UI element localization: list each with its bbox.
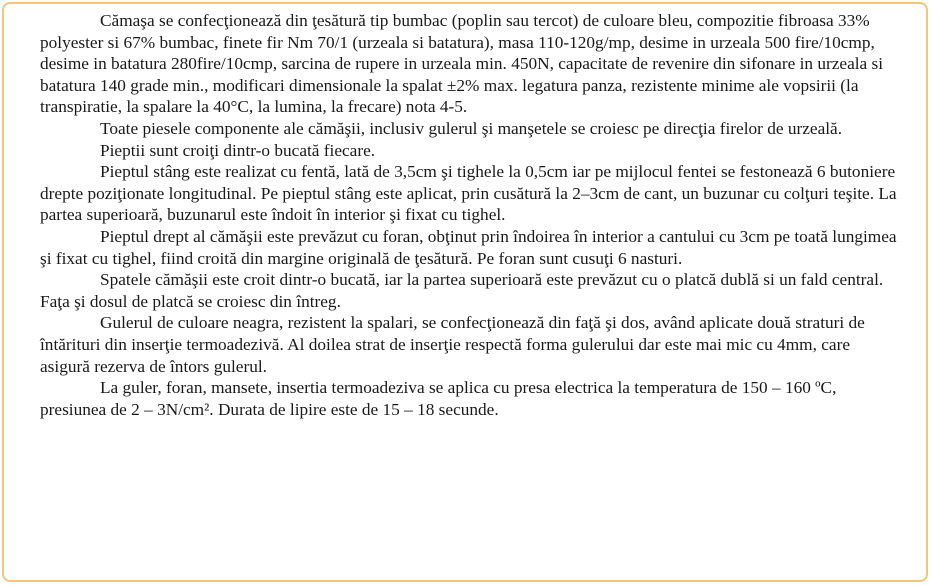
paragraph-fronts: Pieptii sunt croiţi dintr-o bucată fiecare. xyxy=(100,140,376,160)
paragraph-right-front: Pieptul drept al cămăşii este prevăzut cu foran, obţinut prin îndoirea în interior a cantului cu 3cm pe toată lungimea şi fixat cu tighel, fiind croită din margine originală de ţesătură. Pe foran sunt cusuţi 6 nasturi. xyxy=(40,226,897,268)
paragraph-fusing: La guler, foran, mansete, insertia termoadeziva se aplica cu presa electrica la temperatura de 150 – 160 ºC, presiunea de 2 – 3N/cm². Durata de lipire este de 15 – 18 secunde. xyxy=(40,378,837,419)
paragraph-left-front: Pieptul stâng este realizat cu fentă, lată de 3,5cm şi tighele la 0,5cm iar pe mijlocul fentei se festonează 6 butoniere drepte poziţionate longitudinal. Pe pieptul stâng este aplicat, prin cusătură la 2–3cm de cant, un buzunar cu colţuri teşite. La partea superioară, buzunarul este îndoit în interior şi fixat cu tighel. xyxy=(40,162,897,225)
paragraph-back: Spatele cămăşii este croit dintr-o bucată, iar la partea superioară este prevăzut cu o platcă dublă si un fald central. Faţa şi dosul de platcă se croiesc din întreg. xyxy=(40,270,884,311)
document-text-block xyxy=(40,10,902,420)
paragraph-collar: Gulerul de culoare neagra, rezistent la spalari, se confecţionează din faţă şi dos, având aplicate două straturi de întărituri din inserţie termoadezivă. Al doilea strat de inserţie respectă forma gulerului dar este mai mic cu 4mm, care asigură rezerva de întors gulerul. xyxy=(40,313,865,376)
paragraph-fabric-specs: Cămaşa se confecţionează din ţesătură tip bumbac (poplin sau tercot) de culoare bleu, compozitie fibroasa 33% polyester si 67% bumbac, finete fir Nm 70/1 (urzeala si batatura), masa 110-120g/mp, desime in urzeala 500 fire/10cmp, desime in batatura 280fire/10cmp, sarcina de rupere in urzeala min. 450N, capacitate de revenire din sifonare in urzeala si batatura 140 grade min., modificari dimensionale la spalat ±2% max. legatura panza, rezistente minime ale vopsirii (la transpiratie, la spalare la 40°C, la lumina, la frecare) nota 4-5. xyxy=(40,11,884,117)
paragraph-cutting-direction: Toate piesele componente ale cămăşii, inclusiv gulerul şi manşetele se croiesc pe direcţia firelor de urzeală. xyxy=(100,118,843,138)
